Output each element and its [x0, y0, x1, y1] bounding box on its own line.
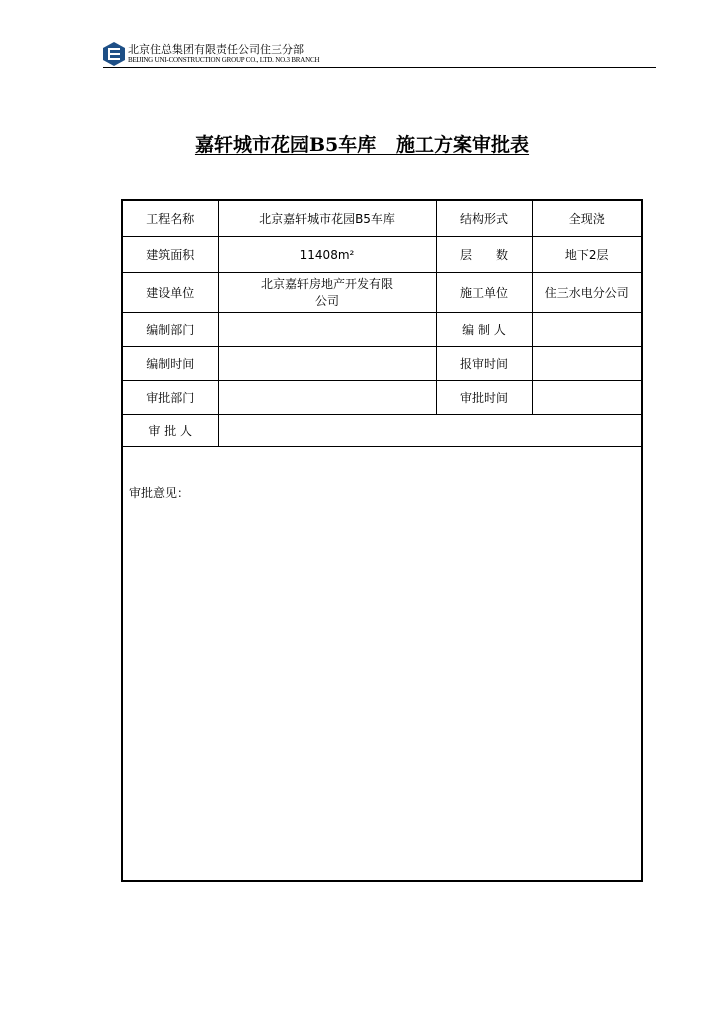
floors-label: 层 数	[436, 237, 532, 273]
prepared-time-value[interactable]	[218, 347, 436, 381]
approval-time-label: 审批时间	[436, 381, 532, 415]
header-divider	[103, 67, 656, 68]
approver-label: 审 批 人	[122, 415, 218, 447]
contractor-value[interactable]: 住三水电分公司	[532, 273, 642, 313]
approver-value[interactable]	[218, 415, 642, 447]
table-row	[122, 200, 642, 237]
owner-unit-value: 北京嘉轩房地产开发有限公司	[260, 276, 393, 308]
structure-type-value[interactable]: 全现浇	[532, 200, 642, 237]
owner-unit-cell[interactable]	[218, 273, 436, 313]
approval-opinion-cell[interactable]	[122, 447, 642, 882]
prepared-time-label: 编制时间	[122, 347, 218, 381]
approval-form-table	[121, 199, 643, 882]
table-row	[122, 313, 642, 347]
preparer-label: 编 制 人	[436, 313, 532, 347]
approval-time-value[interactable]	[532, 381, 642, 415]
prepared-dept-value[interactable]	[218, 313, 436, 347]
project-name-value[interactable]: 北京嘉轩城市花园B5车库	[218, 200, 436, 237]
preparer-value[interactable]	[532, 313, 642, 347]
table-row	[122, 447, 642, 882]
owner-unit-label: 建设单位	[122, 273, 218, 313]
table-row	[122, 237, 642, 273]
approval-opinion-label: 审批意见：	[129, 486, 190, 500]
company-name-cn: 北京住总集团有限责任公司住三分部	[128, 43, 304, 56]
floors-value[interactable]: 地下2层	[532, 237, 642, 273]
contractor-label: 施工单位	[436, 273, 532, 313]
building-area-value[interactable]: 11408m²	[218, 237, 436, 273]
table-row	[122, 347, 642, 381]
document-title-text: 嘉轩城市花园B5车库 施工方案审批表	[194, 134, 530, 156]
document-title	[0, 133, 724, 157]
submit-time-label: 报审时间	[436, 347, 532, 381]
building-area-label: 建筑面积	[122, 237, 218, 273]
table-row	[122, 415, 642, 447]
submit-time-value[interactable]	[532, 347, 642, 381]
table-row	[122, 273, 642, 313]
building-logo-icon	[103, 42, 125, 66]
prepared-dept-label: 编制部门	[122, 313, 218, 347]
structure-type-label: 结构形式	[436, 200, 532, 237]
project-name-label: 工程名称	[122, 200, 218, 237]
table-row	[122, 381, 642, 415]
approval-dept-label: 审批部门	[122, 381, 218, 415]
approval-dept-value[interactable]	[218, 381, 436, 415]
company-name-en: BEIJING UNI-CONSTRUCTION GROUP CO., LTD. NO.3 BRANCH	[128, 56, 320, 64]
letterhead	[103, 40, 656, 70]
